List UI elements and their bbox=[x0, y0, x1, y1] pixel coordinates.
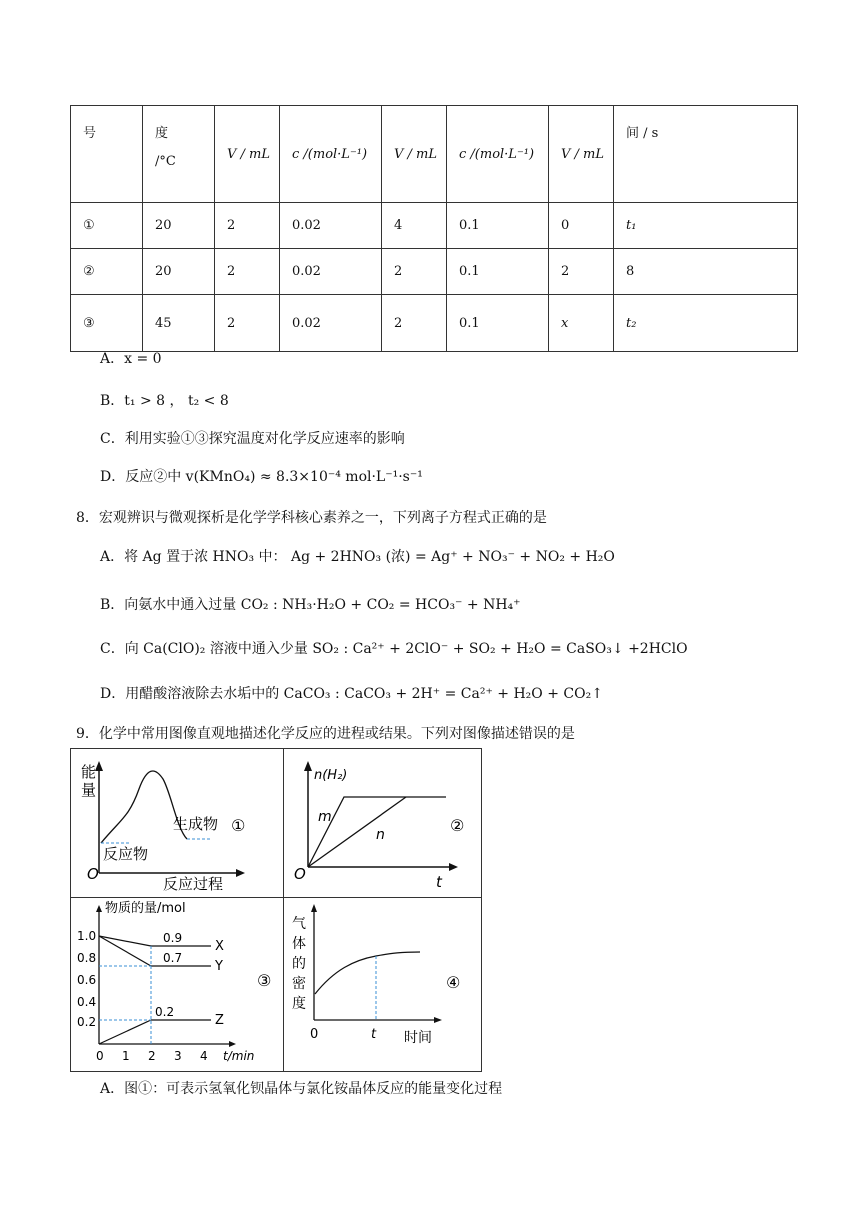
g4-ylabel-5: 度 bbox=[292, 996, 306, 1012]
table-cell: 0.1 bbox=[447, 295, 549, 352]
graph-2-hydrogen bbox=[284, 749, 481, 897]
g1-x-arrow-icon bbox=[236, 869, 245, 877]
header-cell-v1: V / mL bbox=[215, 106, 280, 203]
g2-number: ② bbox=[450, 816, 465, 835]
g3-xtick-4: 4 bbox=[200, 1049, 208, 1063]
g3-series-y: Y bbox=[215, 959, 223, 974]
g3-series-z: Z bbox=[215, 1013, 224, 1028]
g4-density-curve bbox=[315, 952, 420, 994]
g3-xtick-3: 3 bbox=[174, 1049, 182, 1063]
g4-origin: 0 bbox=[310, 1027, 319, 1042]
g3-xtick-0: 0 bbox=[96, 1049, 104, 1063]
header-cell-no: 号 bbox=[71, 106, 143, 203]
g3-ytick-2: 0.8 bbox=[77, 951, 97, 965]
table-cell: 0.1 bbox=[447, 249, 549, 295]
header-cell-c1: c /(mol·L⁻¹) bbox=[280, 106, 382, 203]
table-cell: t₁ bbox=[614, 203, 798, 249]
experiment-table bbox=[70, 105, 798, 352]
g3-z-value: 0.2 bbox=[155, 1005, 175, 1019]
table-cell: 2 bbox=[215, 203, 280, 249]
table-row bbox=[71, 249, 798, 295]
table-row bbox=[71, 295, 798, 352]
table-header-row bbox=[71, 106, 798, 203]
q9-option-a: A．图①：可表示氢氧化钡晶体与氯化铵晶体反应的能量变化过程 bbox=[100, 1081, 503, 1097]
table-cell: 20 bbox=[143, 249, 215, 295]
g3-line-y bbox=[99, 936, 211, 966]
g3-series-x: X bbox=[215, 939, 224, 954]
g3-x-arrow-icon bbox=[229, 1041, 236, 1047]
table-cell: 45 bbox=[143, 295, 215, 352]
q7-option-a: A．x = 0 bbox=[100, 351, 162, 367]
table-cell: 0.02 bbox=[280, 249, 382, 295]
g3-ytick-3: 0.6 bbox=[77, 973, 97, 987]
graph-3-amount bbox=[71, 898, 283, 1071]
q8-option-b: B．向氨水中通入过量 CO₂ : NH₃·H₂O + CO₂ = HCO₃⁻ + NH₄⁺ bbox=[100, 597, 521, 613]
g4-ylabel-2: 体 bbox=[292, 936, 306, 952]
q8-option-d: D．用醋酸溶液除去水垢中的 CaCO₃ : CaCO₃ + 2H⁺ = Ca²⁺ + H₂O + CO₂↑ bbox=[100, 686, 603, 702]
g4-number: ④ bbox=[446, 973, 461, 992]
g1-reactant-label: 反应物 bbox=[103, 845, 149, 863]
g2-ylabel: n(H₂) bbox=[314, 768, 348, 783]
g1-number: ① bbox=[231, 816, 246, 835]
table-cell: ③ bbox=[71, 295, 143, 352]
g3-ytick-1: 1.0 bbox=[77, 929, 97, 943]
table-cell: ① bbox=[71, 203, 143, 249]
table-cell: 2 bbox=[382, 295, 447, 352]
q7-option-b: B．t₁ > 8 ， t₂ < 8 bbox=[100, 393, 229, 409]
header-cell-v3: V / mL bbox=[549, 106, 614, 203]
header-cell-time: 间 / s bbox=[614, 106, 798, 203]
g2-xlabel: t bbox=[436, 873, 442, 891]
g4-y-arrow-icon bbox=[311, 904, 317, 912]
g2-label-n: n bbox=[376, 827, 385, 843]
graph-1-energy bbox=[71, 749, 283, 897]
g3-line-z bbox=[99, 1020, 211, 1044]
g4-xlabel: 时间 bbox=[404, 1030, 432, 1046]
g1-y-arrow-icon bbox=[95, 761, 103, 771]
g2-label-m: m bbox=[318, 809, 332, 825]
g1-xlabel: 反应过程 bbox=[163, 875, 224, 893]
q7-option-c: C．利用实验①③探究温度对化学反应速率的影响 bbox=[100, 431, 405, 447]
table-row bbox=[71, 203, 798, 249]
g1-ylabel-1: 能 bbox=[81, 763, 97, 781]
q8-option-a: A．将 Ag 置于浓 HNO₃ 中： Ag + 2HNO₃ (浓) = Ag⁺ + NO₃⁻ + NO₂ + H₂O bbox=[100, 549, 615, 565]
g3-x-value: 0.9 bbox=[163, 931, 183, 945]
g4-ylabel-3: 的 bbox=[292, 956, 306, 972]
graph-panel bbox=[70, 748, 482, 1072]
table-cell: 2 bbox=[215, 295, 280, 352]
g3-xlabel: t/min bbox=[223, 1049, 255, 1063]
q8-stem: 8．宏观辨识与微观探析是化学学科核心素养之一，下列离子方程式正确的是 bbox=[76, 510, 547, 526]
table-cell: x bbox=[549, 295, 614, 352]
table-cell: 2 bbox=[215, 249, 280, 295]
table-cell: t₂ bbox=[614, 295, 798, 352]
table-cell: 0 bbox=[549, 203, 614, 249]
g3-number: ③ bbox=[257, 971, 272, 990]
g1-origin: O bbox=[87, 865, 99, 883]
table-cell: 8 bbox=[614, 249, 798, 295]
table-cell: 0.1 bbox=[447, 203, 549, 249]
q7-option-d: D．反应②中 v(KMnO₄) ≈ 8.3×10⁻⁴ mol·L⁻¹·s⁻¹ bbox=[100, 469, 423, 485]
g4-ylabel-1: 气 bbox=[292, 916, 306, 932]
table-cell: 4 bbox=[382, 203, 447, 249]
g1-product-label: 生成物 bbox=[173, 815, 219, 833]
g3-ylabel: 物质的量/mol bbox=[105, 901, 186, 916]
header-cell-c2: c /(mol·L⁻¹) bbox=[447, 106, 549, 203]
g3-ytick-4: 0.4 bbox=[77, 995, 97, 1009]
g3-ytick-5: 0.2 bbox=[77, 1015, 97, 1029]
g2-line-n bbox=[308, 797, 406, 867]
g3-line-x bbox=[99, 936, 211, 946]
table-cell: 0.02 bbox=[280, 203, 382, 249]
g4-x-arrow-icon bbox=[434, 1017, 442, 1023]
table-cell: 2 bbox=[382, 249, 447, 295]
header-cell-temp: 度 /°C bbox=[143, 106, 215, 203]
table-cell: ② bbox=[71, 249, 143, 295]
table-cell: 0.02 bbox=[280, 295, 382, 352]
g1-ylabel-2: 量 bbox=[81, 781, 97, 799]
header-cell-v2: V / mL bbox=[382, 106, 447, 203]
g2-origin: O bbox=[294, 865, 306, 883]
g4-ylabel-4: 密 bbox=[292, 976, 306, 992]
g3-xtick-1: 1 bbox=[122, 1049, 130, 1063]
q8-option-c: C．向 Ca(ClO)₂ 溶液中通入少量 SO₂ : Ca²⁺ + 2ClO⁻ + SO₂ + H₂O = CaSO₃↓ +2HClO bbox=[100, 641, 688, 657]
g2-y-arrow-icon bbox=[304, 761, 312, 771]
g2-x-arrow-icon bbox=[449, 863, 458, 871]
g4-t-label: t bbox=[371, 1027, 377, 1042]
g3-y-value: 0.7 bbox=[163, 951, 183, 965]
g3-y-arrow-icon bbox=[96, 905, 102, 912]
table-cell: 20 bbox=[143, 203, 215, 249]
table-cell: 2 bbox=[549, 249, 614, 295]
g3-xtick-2: 2 bbox=[148, 1049, 156, 1063]
graph-4-density bbox=[284, 898, 481, 1071]
q9-stem: 9．化学中常用图像直观地描述化学反应的进程或结果。下列对图像描述错误的是 bbox=[76, 726, 575, 742]
